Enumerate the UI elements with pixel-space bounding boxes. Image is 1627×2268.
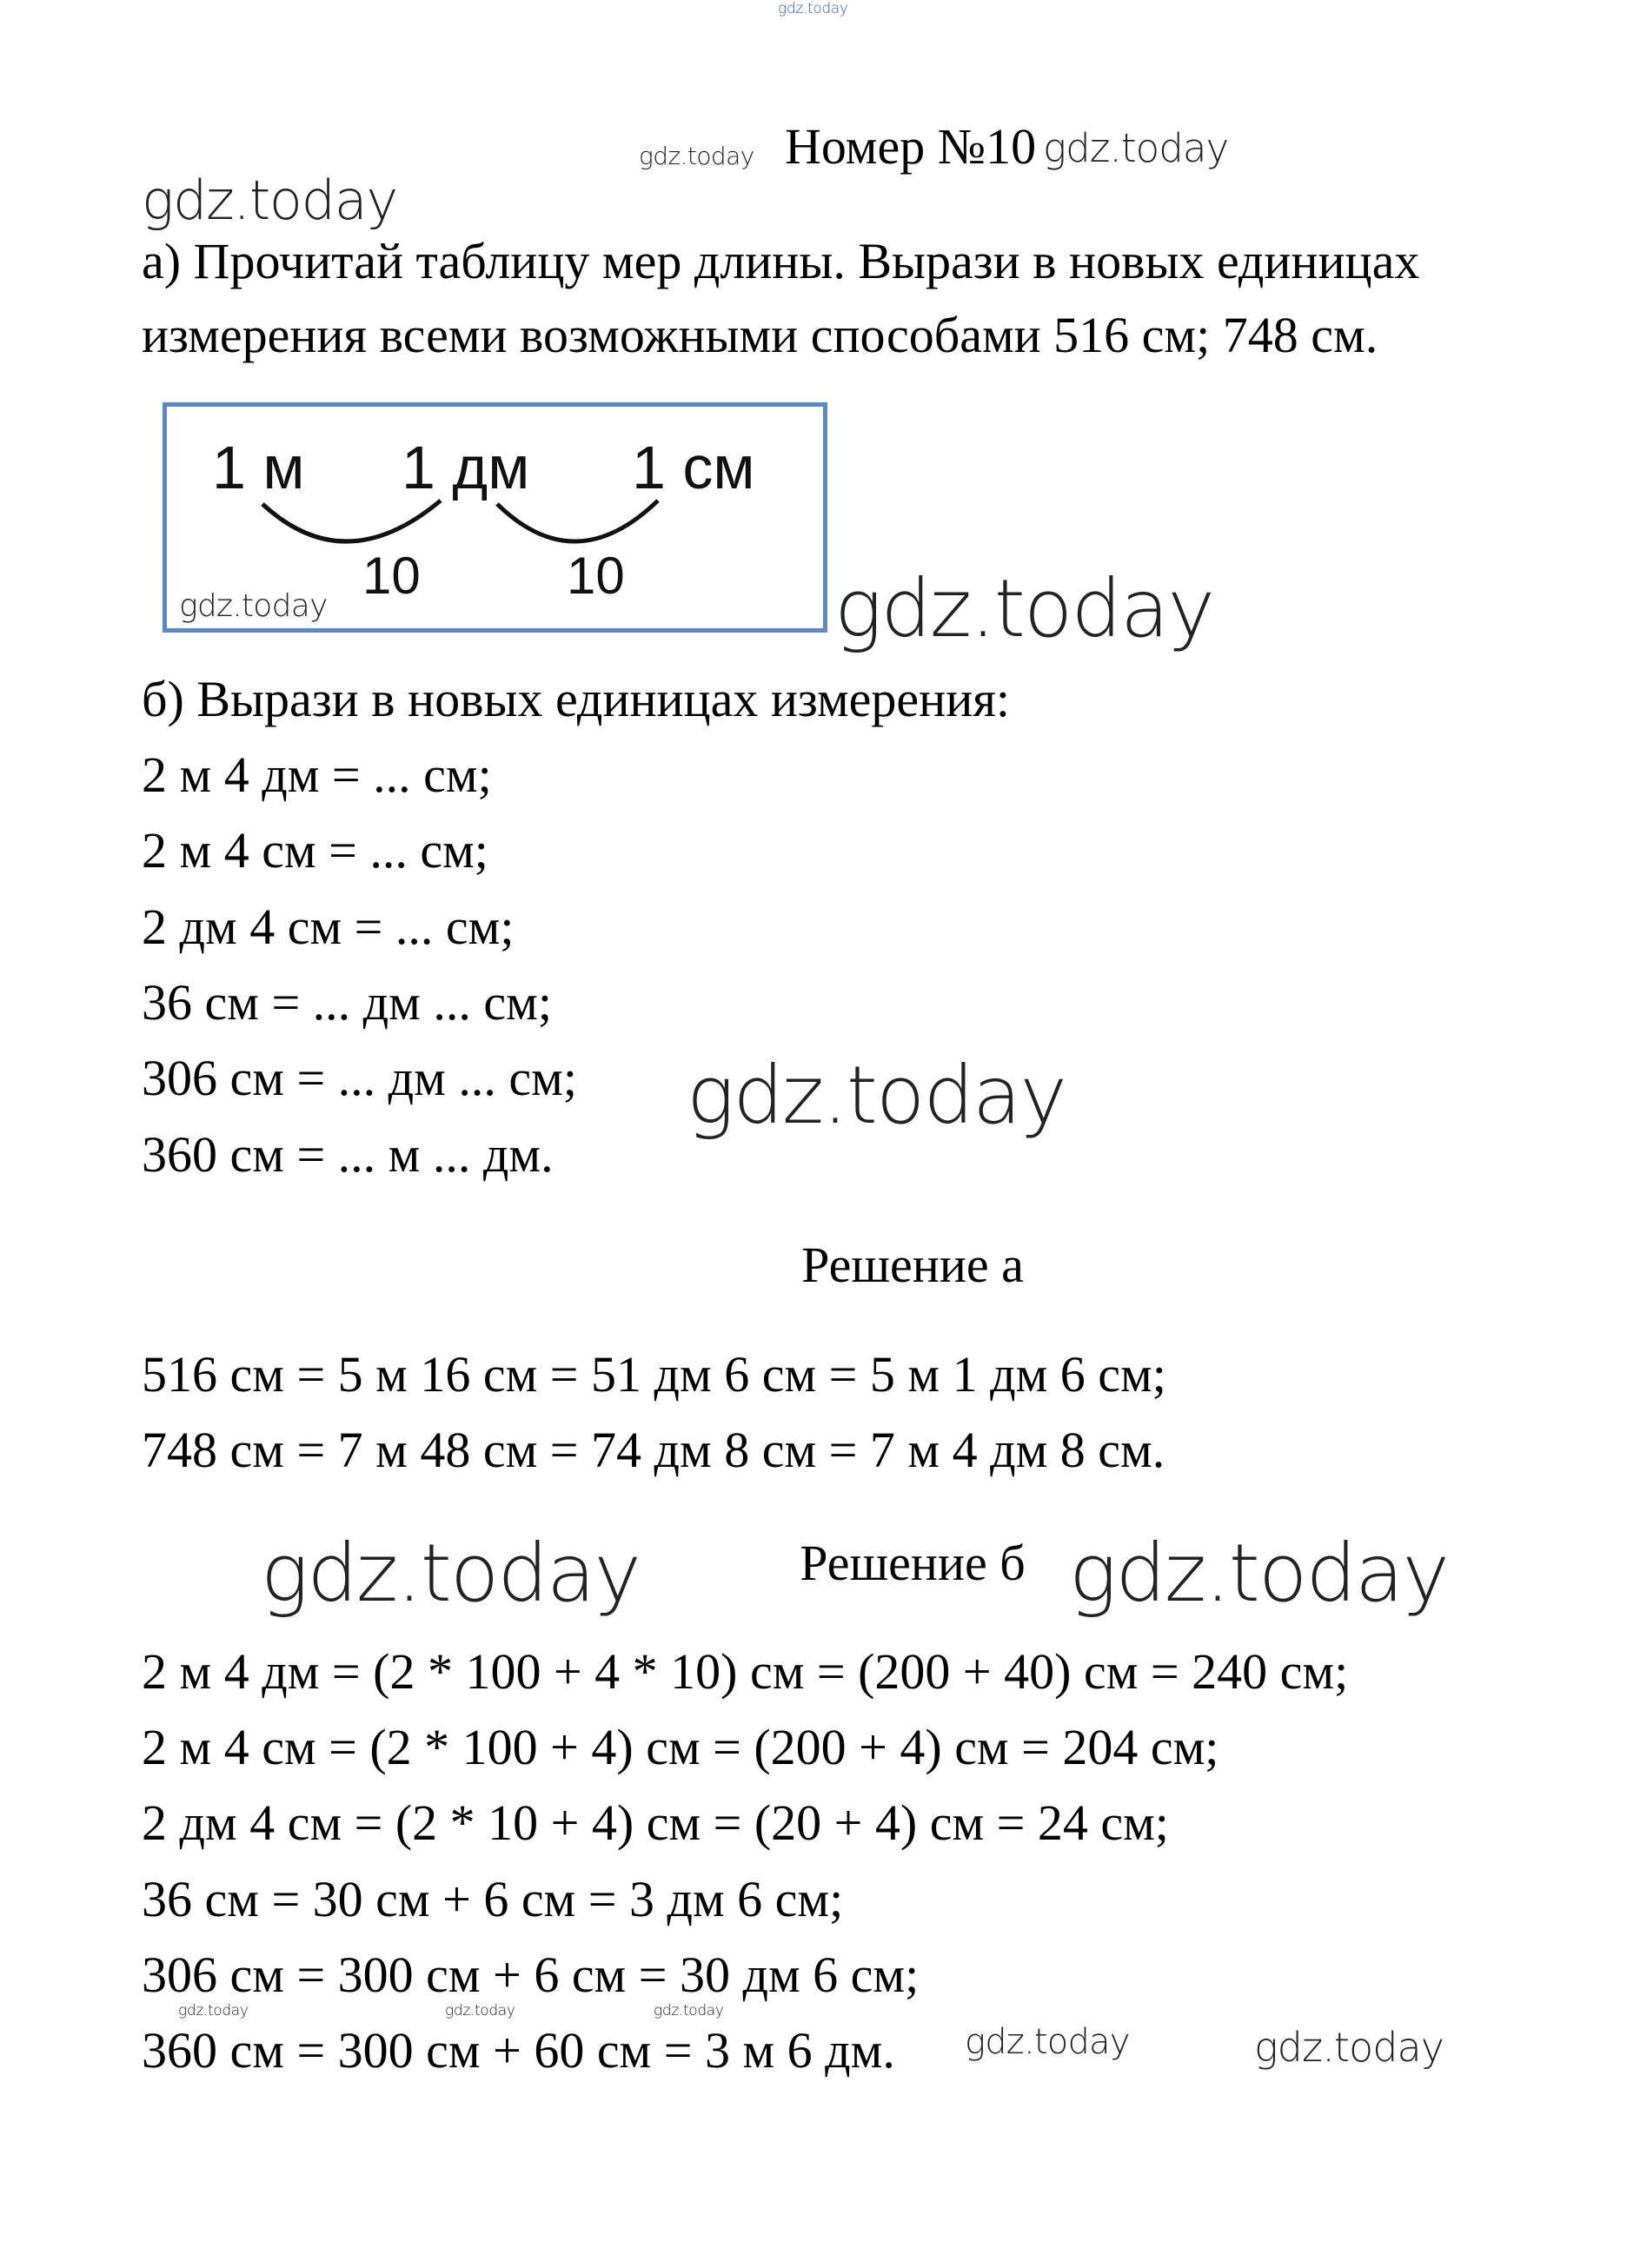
- watermark: gdz.today: [654, 2002, 724, 2019]
- watermark: gdz.today: [179, 588, 328, 624]
- solution-b-line: 36 см = 30 см + 6 см = 3 дм 6 см;: [142, 1871, 844, 1927]
- solution-a-line: 516 см = 5 м 16 см = 51 дм 6 см = 5 м 1 дм 6 см;: [142, 1346, 1166, 1403]
- watermark: gdz.today: [445, 2002, 515, 2019]
- watermark: gdz.today: [965, 2022, 1130, 2062]
- solution-a-title: Решение а: [801, 1237, 1024, 1293]
- watermark: gdz.today: [1043, 125, 1229, 171]
- watermark: gdz.today: [1254, 2024, 1444, 2071]
- watermark: gdz.today: [1069, 1527, 1449, 1620]
- task-b-title: б) Вырази в новых единицах измерения:: [142, 671, 1011, 727]
- solution-b-title: Решение б: [800, 1535, 1026, 1591]
- ratio-label: 10: [567, 547, 625, 605]
- watermark: gdz.today: [142, 169, 397, 232]
- task-b-line: 306 см = ... дм ... см;: [142, 1050, 577, 1106]
- unit-decimeter: 1 дм: [402, 434, 530, 501]
- solution-b-line: 2 дм 4 см = (2 * 10 + 4) см = (20 + 4) см = 24 см;: [142, 1794, 1169, 1851]
- watermark: gdz.today: [778, 0, 848, 17]
- task-b-line: 2 м 4 см = ... см;: [142, 822, 488, 879]
- ratio-label: 10: [362, 547, 421, 605]
- length-units-table: [163, 402, 827, 633]
- watermark: gdz.today: [834, 562, 1214, 655]
- watermark: gdz.today: [687, 1049, 1066, 1142]
- task-b-line: 36 см = ... дм ... см;: [142, 974, 552, 1031]
- solution-b-line: 306 см = 300 см + 6 см = 30 дм 6 см;: [142, 1946, 920, 2003]
- watermark: gdz.today: [261, 1527, 641, 1620]
- task-b-line: 2 дм 4 см = ... см;: [142, 899, 515, 955]
- unit-centimeter: 1 см: [632, 434, 755, 501]
- task-a-line: а) Прочитай таблицу мер длины. Вырази в новых единицах: [142, 233, 1420, 289]
- solution-b-line: 2 м 4 дм = (2 * 100 + 4 * 10) см = (200 + 40) см = 240 см;: [142, 1643, 1349, 1700]
- solution-a-line: 748 см = 7 м 48 см = 74 дм 8 см = 7 м 4 дм 8 см.: [142, 1422, 1165, 1478]
- solution-b-line: 360 см = 300 см + 60 см = 3 м 6 дм.: [142, 2022, 895, 2079]
- solution-b-line: 2 м 4 см = (2 * 100 + 4) см = (200 + 4) см = 204 см;: [142, 1719, 1219, 1775]
- task-a-line: измерения всеми возможными способами 516 см; 748 см.: [142, 307, 1378, 363]
- page-title: Номер №10: [785, 118, 1037, 175]
- watermark: gdz.today: [178, 2002, 249, 2019]
- unit-meter: 1 м: [212, 434, 305, 501]
- watermark: gdz.today: [639, 142, 754, 170]
- task-b-line: 360 см = ... м ... дм.: [142, 1126, 554, 1183]
- task-b-line: 2 м 4 дм = ... см;: [142, 746, 492, 803]
